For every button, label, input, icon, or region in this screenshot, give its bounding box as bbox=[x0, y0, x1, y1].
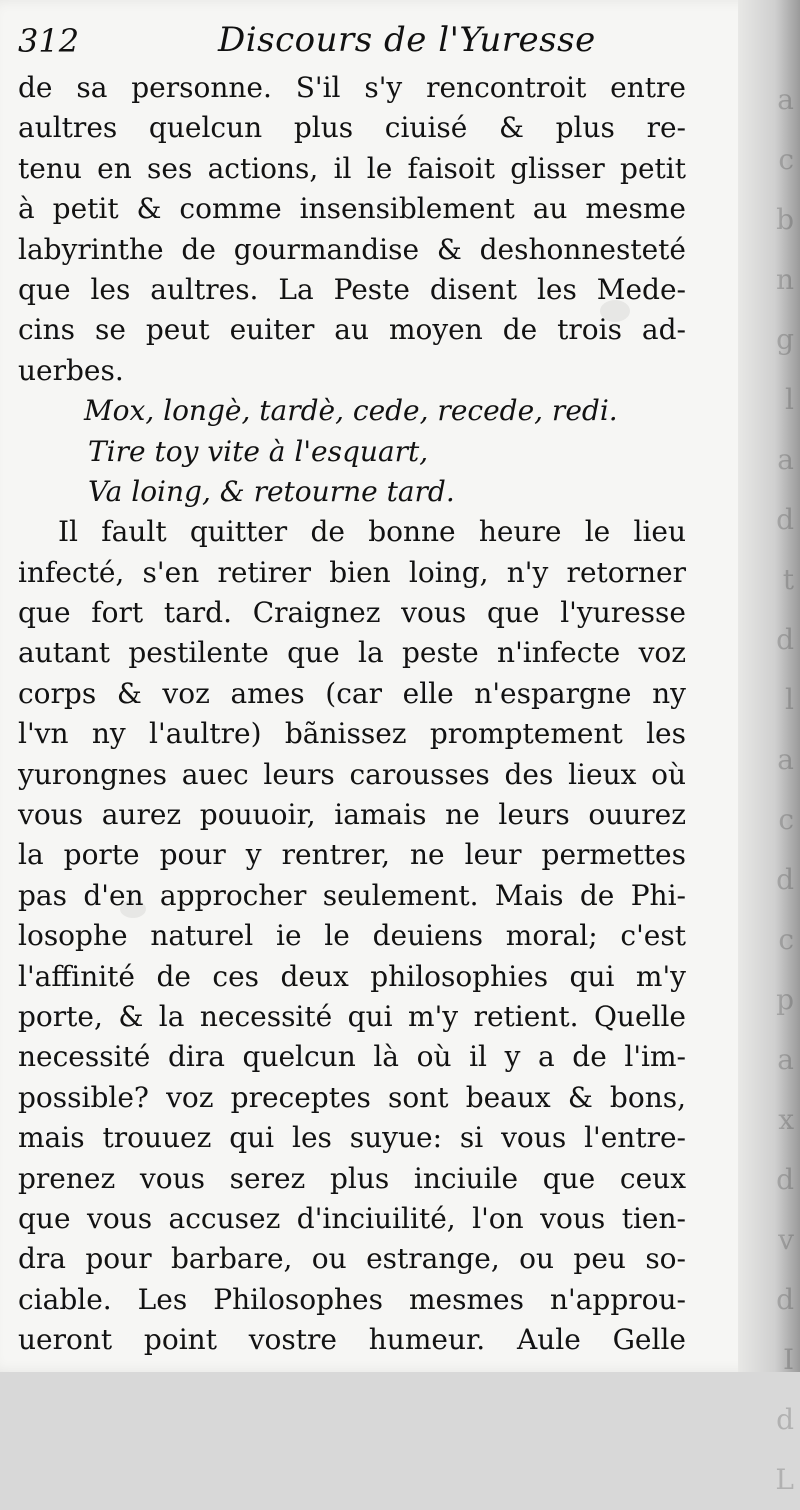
text-line: necessité dira quelcun là où il y a de l'im- bbox=[18, 1040, 686, 1074]
text-line: cins se peut euiter au moyen de trois ad- bbox=[18, 313, 686, 347]
text-line: possible? voz preceptes sont beaux & bons, bbox=[18, 1080, 686, 1114]
text-line: labyrinthe de gourmandise & deshonnesteté bbox=[18, 232, 686, 266]
body-text bbox=[18, 68, 686, 1361]
text-line: que fort tard. Craignez vous que l'yuresse bbox=[18, 596, 686, 630]
text-line: l'affinité de ces deux philosophies qui m'y bbox=[18, 959, 686, 993]
bleed-through-text: a c b n g l a d t d l a c d c p a x d v d I d L bbox=[775, 83, 794, 1496]
text-line: vous aurez pouuoir, iamais ne leurs ouurez bbox=[18, 798, 686, 832]
text-line: corps & voz ames (car elle n'espargne ny bbox=[18, 676, 686, 710]
text-line: à petit & comme insensiblement au mesme bbox=[18, 192, 686, 226]
text-line: autant pestilente que la peste n'infecte voz bbox=[18, 636, 686, 670]
text-line: pas d'en approcher seulement. Mais de Phi- bbox=[18, 878, 686, 912]
text-line: mais trouuez qui les suyue: si vous l'entre- bbox=[18, 1121, 686, 1155]
next-page-edge bbox=[738, 0, 800, 1496]
text-line: dra pour barbare, ou estrange, ou peu so- bbox=[18, 1242, 686, 1276]
text-line: l'vn ny l'aultre) bãnissez promptement les bbox=[18, 717, 686, 751]
verse-line: Tire toy vite à l'esquart, bbox=[88, 434, 429, 468]
text-line: que les aultres. La Peste disent les Mede- bbox=[18, 272, 686, 306]
running-title: Discours de l'Yuresse bbox=[218, 20, 596, 60]
latin-quotation: Mox, longè, tardè, cede, recede, redi. bbox=[84, 394, 618, 428]
running-head bbox=[18, 20, 718, 70]
text-line: ciable. Les Philosophes mesmes n'approu- bbox=[18, 1282, 686, 1316]
text-line: aultres quelcun plus ciuisé & plus re- bbox=[18, 111, 686, 145]
verse-line: Va loing, & retourne tard. bbox=[88, 474, 455, 508]
text-line: de sa personne. S'il s'y rencontroit entre bbox=[18, 71, 686, 104]
text-line: porte, & la necessité qui m'y retient. Quelle bbox=[18, 999, 686, 1033]
text-line: yurongnes auec leurs carousses des lieux où bbox=[18, 757, 686, 791]
text-line: prenez vous serez plus inciuile que ceux bbox=[18, 1161, 686, 1195]
text-line: uerbes. bbox=[18, 353, 124, 387]
page-number: 312 bbox=[18, 22, 80, 60]
text-line: infecté, s'en retirer bien loing, n'y retorner bbox=[18, 555, 686, 589]
text-line: Il fault quitter de bonne heure le lieu bbox=[58, 515, 686, 549]
text-line: la porte pour y rentrer, ne leur permettes bbox=[18, 838, 686, 872]
text-line: ueront point vostre humeur. Aule Gelle bbox=[18, 1323, 686, 1357]
text-line: que vous accusez d'inciuilité, l'on vous tien- bbox=[18, 1201, 686, 1235]
text-line: losophe naturel ie le deuiens moral; c'est bbox=[18, 919, 686, 953]
text-line: tenu en ses actions, il le faisoit glisser petit bbox=[18, 151, 686, 185]
